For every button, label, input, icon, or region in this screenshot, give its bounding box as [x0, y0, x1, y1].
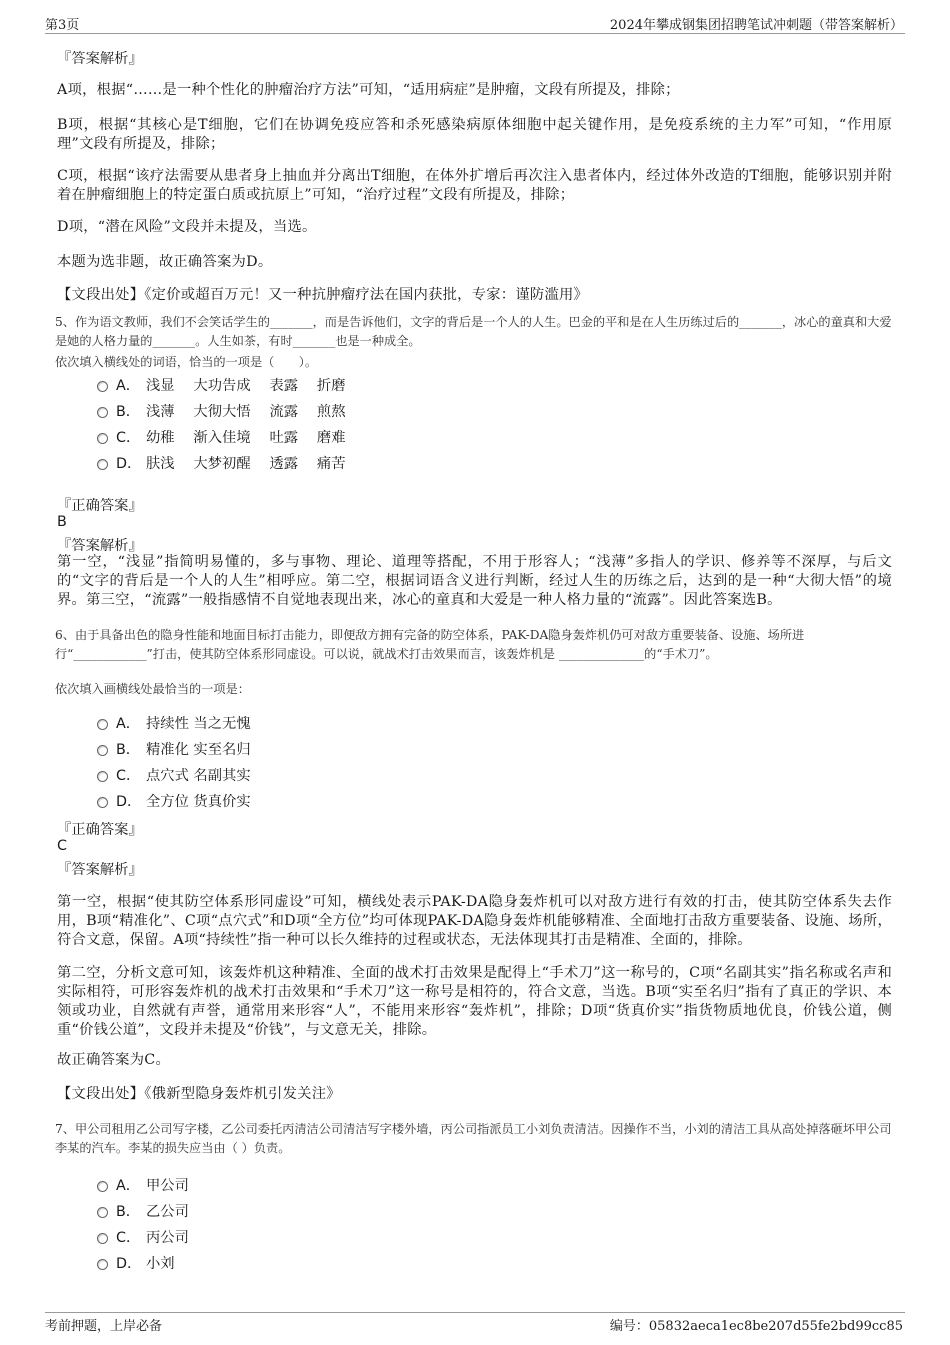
radio-button-icon[interactable]: [97, 381, 108, 392]
q6-option-c[interactable]: [97, 766, 251, 784]
option-key: C．: [116, 768, 141, 784]
option-key: D．: [116, 456, 142, 472]
q5-analysis-label: 『答案解析』: [57, 538, 143, 554]
q7-stem: 7、甲公司租用乙公司写字楼，乙公司委托丙清洁公司清洁写字楼外墙，丙公司指派员工小刘负责清洁。因操作不当，小刘的清洁工具从高处掉落砸坏甲公司李某的汽车。李某的损失应当由（ ）负责。: [55, 1122, 892, 1155]
q5-option-d[interactable]: [97, 454, 346, 472]
option-key: C．: [116, 1230, 141, 1246]
radio-button-icon[interactable]: [97, 1207, 108, 1218]
q4-analysis-c: C项，根据“该疗法需要从患者身上抽血并分离出T细胞，在体外扩增后再次注入患者体内，经过体外改造的T细胞，能够识别并附着在肿瘤细胞上的特定蛋白质或抗原上”可知，“治疗过程”文段有所提及，排除；: [57, 168, 892, 203]
radio-button-icon[interactable]: [97, 433, 108, 444]
option-text: 乙公司: [146, 1204, 189, 1220]
option-key: C．: [116, 430, 141, 446]
option-text: 点穴式 名副其实: [146, 768, 251, 784]
option-text: 小刘: [146, 1256, 175, 1272]
page-header: [45, 0, 905, 34]
page-footer: [45, 1312, 905, 1334]
option-text: 精准化 实至名归: [146, 742, 251, 758]
radio-button-icon[interactable]: [97, 407, 108, 418]
footer-slogan: 考前押题，上岸必备: [45, 1319, 163, 1334]
option-key: A．: [116, 378, 141, 394]
option-text: 全方位 货真价实: [146, 794, 251, 810]
document-title: 2024年攀成钢集团招聘笔试冲刺题（带答案解析）: [609, 18, 903, 33]
radio-button-icon[interactable]: [97, 1181, 108, 1192]
q6-option-d[interactable]: [97, 792, 251, 810]
option-key: B．: [116, 1204, 141, 1220]
q6-stem: 6、由于具备出色的隐身性能和地面目标打击能力，即便敌方拥有完备的防空体系，PAK-DA隐身轰炸机仍可对敌方重要装备、设施、场所进行“____________”打击，使其防空体系形同虚设。可以说，就战术打击效果而言，该轰炸机是 ______________的“手术刀”。: [55, 628, 805, 661]
page-number: 第3页: [45, 18, 80, 33]
radio-button-icon[interactable]: [97, 719, 108, 730]
q6-prompt: 依次填入画横线处最恰当的一项是：: [55, 682, 250, 696]
q4-source: 【文段出处】《定价或超百万元！又一种抗肿瘤疗法在国内获批，专家：谨防滥用》: [57, 287, 589, 303]
option-key: A．: [116, 716, 141, 732]
q5-answer-label: 『正确答案』: [57, 498, 143, 514]
q5-stem: 5、作为语文教师，我们不会笑话学生的_______，而是告诉他们，文字的背后是一个人的人生。巴金的平和是在人生历练过后的_______，冰心的童真和大爱是她的人格力量的_______。人生如茶，有时_______也是一种成全。: [55, 315, 892, 348]
document-serial: 编号：05832aeca1ec8be207d55fe2bd99cc85: [609, 1319, 903, 1334]
option-key: B．: [116, 404, 141, 420]
q5-analysis: 第一空，“浅显”指简明易懂的，多与事物、理论、道理等搭配，不用于形容人；“浅薄”多指人的学识、修养等不深厚，与后文的“文字的背后是一个人的人生”相呼应。第二空，根据词语含义进行判断，经过人生的历练之后，达到的是一种“大彻大悟”的境界。第三空，“流露”一般指感情不自觉地表现出来，冰心的童真和大爱是一种人格力量的“流露”。因此答案选B。: [57, 554, 892, 608]
q6-source: 【文段出处】《俄新型隐身轰炸机引发关注》: [57, 1086, 341, 1102]
radio-button-icon[interactable]: [97, 459, 108, 470]
q5-answer: B: [57, 514, 67, 530]
q7-option-a[interactable]: [97, 1176, 189, 1194]
q6-analysis-second-blank: 第二空，分析文意可知，该轰炸机这种精准、全面的战术打击效果是配得上“手术刀”这一称号的，C项“名副其实”指名称或名声和实际相符，可形容轰炸机的战术打击效果和“手术刀”这一称号是相符的，符合文意，当选。B项“实至名归”指有了真正的学识、本领或功业，自然就有声誉，通常用来形容“人”，不能用来形容“轰炸机”，排除；D项“货真价实”指货物质地优良，价钱公道，侧重“价钱公道”，文段并未提及“价钱”，与文意无关，排除。: [57, 965, 892, 1038]
option-text: 幼稚 渐入佳境 吐露 磨难: [146, 430, 346, 446]
radio-button-icon[interactable]: [97, 745, 108, 756]
option-key: D．: [116, 1256, 142, 1272]
q4-analysis-b: B项，根据“其核心是T细胞，它们在协调免疫应答和杀死感染病原体细胞中起关键作用，是免疫系统的主力军”可知，“作用原理”文段有所提及，排除；: [57, 117, 892, 152]
q6-conclusion: 故正确答案为C。: [57, 1052, 171, 1068]
q6-analysis-first-blank: 第一空，根据“使其防空体系形同虚设”可知，横线处表示PAK-DA隐身轰炸机可以对敌方进行有效的打击，使其防空体系失去作用，B项“精准化”、C项“点穴式”和D项“全方位”均可体现PAK-DA隐身轰炸机能够精准、全面地打击敌方重要装备、设施、场所，符合文意，保留。A项“持续性”指一种可以长久维持的过程或状态，无法体现其打击是精准、全面的，排除。: [57, 894, 892, 948]
q4-conclusion: 本题为选非题，故正确答案为D。: [57, 254, 273, 270]
q5-option-a[interactable]: [97, 376, 346, 394]
radio-button-icon[interactable]: [97, 1259, 108, 1270]
q7-option-d[interactable]: [97, 1254, 175, 1272]
q6-option-b[interactable]: [97, 740, 251, 758]
q4-analysis-d: D项，“潜在风险”文段并未提及，当选。: [57, 219, 317, 235]
q4-analysis-a: A项，根据“……是一种个性化的肿瘤治疗方法”可知，“适用病症”是肿瘤，文段有所提及，排除；: [57, 82, 680, 98]
option-key: B．: [116, 742, 141, 758]
radio-button-icon[interactable]: [97, 1233, 108, 1244]
option-key: D．: [116, 794, 142, 810]
option-text: 持续性 当之无愧: [146, 716, 251, 732]
q5-option-c[interactable]: [97, 428, 346, 446]
q6-answer: C: [57, 838, 67, 854]
option-text: 肤浅 大梦初醒 透露 痛苦: [146, 456, 346, 472]
q6-option-a[interactable]: [97, 714, 251, 732]
q6-answer-label: 『正确答案』: [57, 822, 143, 838]
option-key: A．: [116, 1178, 141, 1194]
q5-prompt: 依次填入横线处的词语，恰当的一项是（ ）。: [55, 355, 318, 369]
radio-button-icon[interactable]: [97, 771, 108, 782]
q6-analysis-label: 『答案解析』: [57, 862, 143, 878]
q5-option-b[interactable]: [97, 402, 346, 420]
q7-option-b[interactable]: [97, 1202, 189, 1220]
radio-button-icon[interactable]: [97, 797, 108, 808]
q4-analysis-label: 『答案解析』: [57, 51, 143, 67]
option-text: 浅薄 大彻大悟 流露 煎熬: [146, 404, 346, 420]
option-text: 浅显 大功告成 表露 折磨: [146, 378, 346, 394]
option-text: 丙公司: [146, 1230, 189, 1246]
q7-option-c[interactable]: [97, 1228, 189, 1246]
option-text: 甲公司: [146, 1178, 189, 1194]
